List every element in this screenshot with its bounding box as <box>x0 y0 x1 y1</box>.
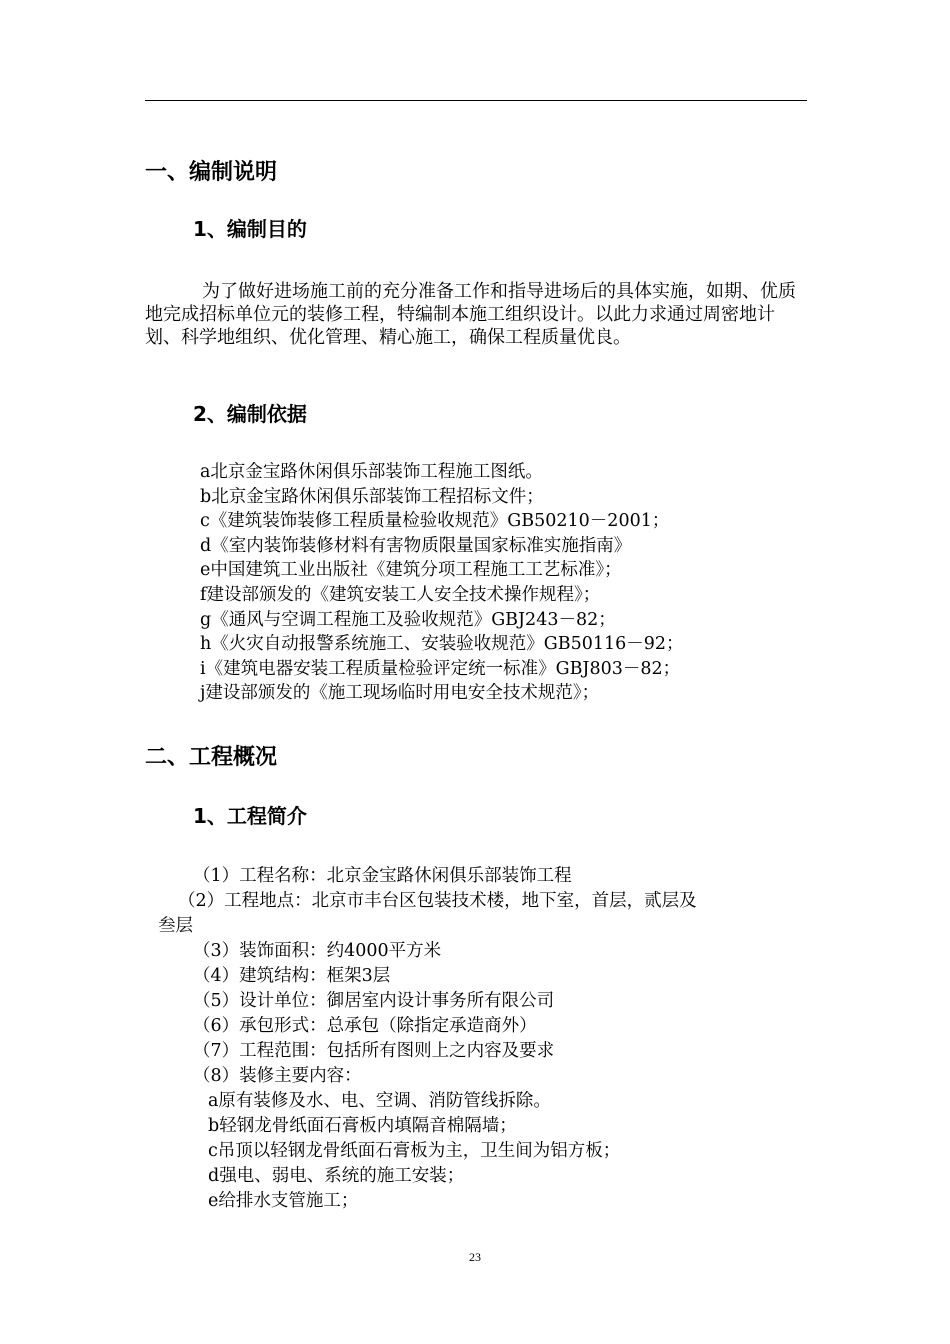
list-item: i《建筑电器安装工程质量检验评定统一标准》GBJ803－82； <box>200 658 681 679</box>
project-info-line: （4）建筑结构：框架3层 <box>193 966 391 986</box>
list-item: g《通风与空调工程施工及验收规范》GBJ243－82； <box>200 609 616 630</box>
scope-item: e给排水支管施工； <box>208 1191 359 1211</box>
header-rule <box>145 100 807 101</box>
section-1-2-heading: 2、编制依据 <box>193 402 307 426</box>
section-1-heading: 一、编制说明 <box>145 160 278 185</box>
list-item: e中国建筑工业出版社《建筑分项工程施工工艺标准》； <box>200 560 622 581</box>
scope-item: d强电、弱电、系统的施工安装； <box>208 1166 465 1186</box>
project-info-line: （2）工程地点：北京市丰台区包装技术楼，地下室，首层，贰层及 <box>178 891 697 911</box>
section-2-heading: 二、工程概况 <box>145 745 278 770</box>
project-info-line: （1）工程名称：北京金宝路休闲俱乐部装饰工程 <box>193 866 572 886</box>
scope-item: c吊顶以轻钢龙骨纸面石膏板为主，卫生间为铝方板； <box>208 1141 621 1161</box>
list-item: j建设部颁发的《施工现场临时用电安全技术规范》； <box>200 683 600 704</box>
scope-item: b轻钢龙骨纸面石膏板内填隔音棉隔墙； <box>208 1116 517 1136</box>
purpose-text: 为了做好进场施工前的充分准备工作和指导进场后的具体实施，如期、优质地完成招标单位元的装修工程，特编制本施工组织设计。以此力求通过周密地计划、科学地组织、优化管理、精心施工，确保工程质量优良。 <box>145 281 796 348</box>
scope-item: a原有装修及水、电、空调、消防管线拆除。 <box>208 1091 551 1111</box>
section-1-1-heading: 1、编制目的 <box>193 217 307 241</box>
section-2-1-heading: 1、工程简介 <box>193 804 307 828</box>
project-info-line: （8）装修主要内容： <box>193 1066 362 1086</box>
purpose-paragraph <box>145 280 810 349</box>
list-item: d《室内装饰装修材料有害物质限量国家标准实施指南》 <box>200 535 632 556</box>
list-item: a北京金宝路休闲俱乐部装饰工程施工图纸。 <box>200 462 543 482</box>
basis-list <box>200 460 684 706</box>
project-info-line: 叁层 <box>158 916 193 936</box>
list-item: c《建筑装饰装修工程质量检验收规范》GB50210－2001； <box>200 511 670 532</box>
list-item: h《火灾自动报警系统施工、安装验收规范》GB50116－92； <box>200 634 684 655</box>
project-info-line: （7）工程范围：包括所有图则上之内容及要求 <box>193 1041 555 1061</box>
project-info-line: （3）装饰面积：约4000平方米 <box>193 941 442 961</box>
project-info-line: （6）承包形式：总承包（除指定承造商外） <box>193 1016 537 1036</box>
list-item: b北京金宝路休闲俱乐部装饰工程招标文件； <box>200 486 544 507</box>
page-number: 23 <box>469 1250 481 1264</box>
project-info-line: （5）设计单位：御居室内设计事务所有限公司 <box>193 991 555 1011</box>
list-item: f建设部颁发的《建筑安装工人安全技术操作规程》； <box>200 584 601 605</box>
